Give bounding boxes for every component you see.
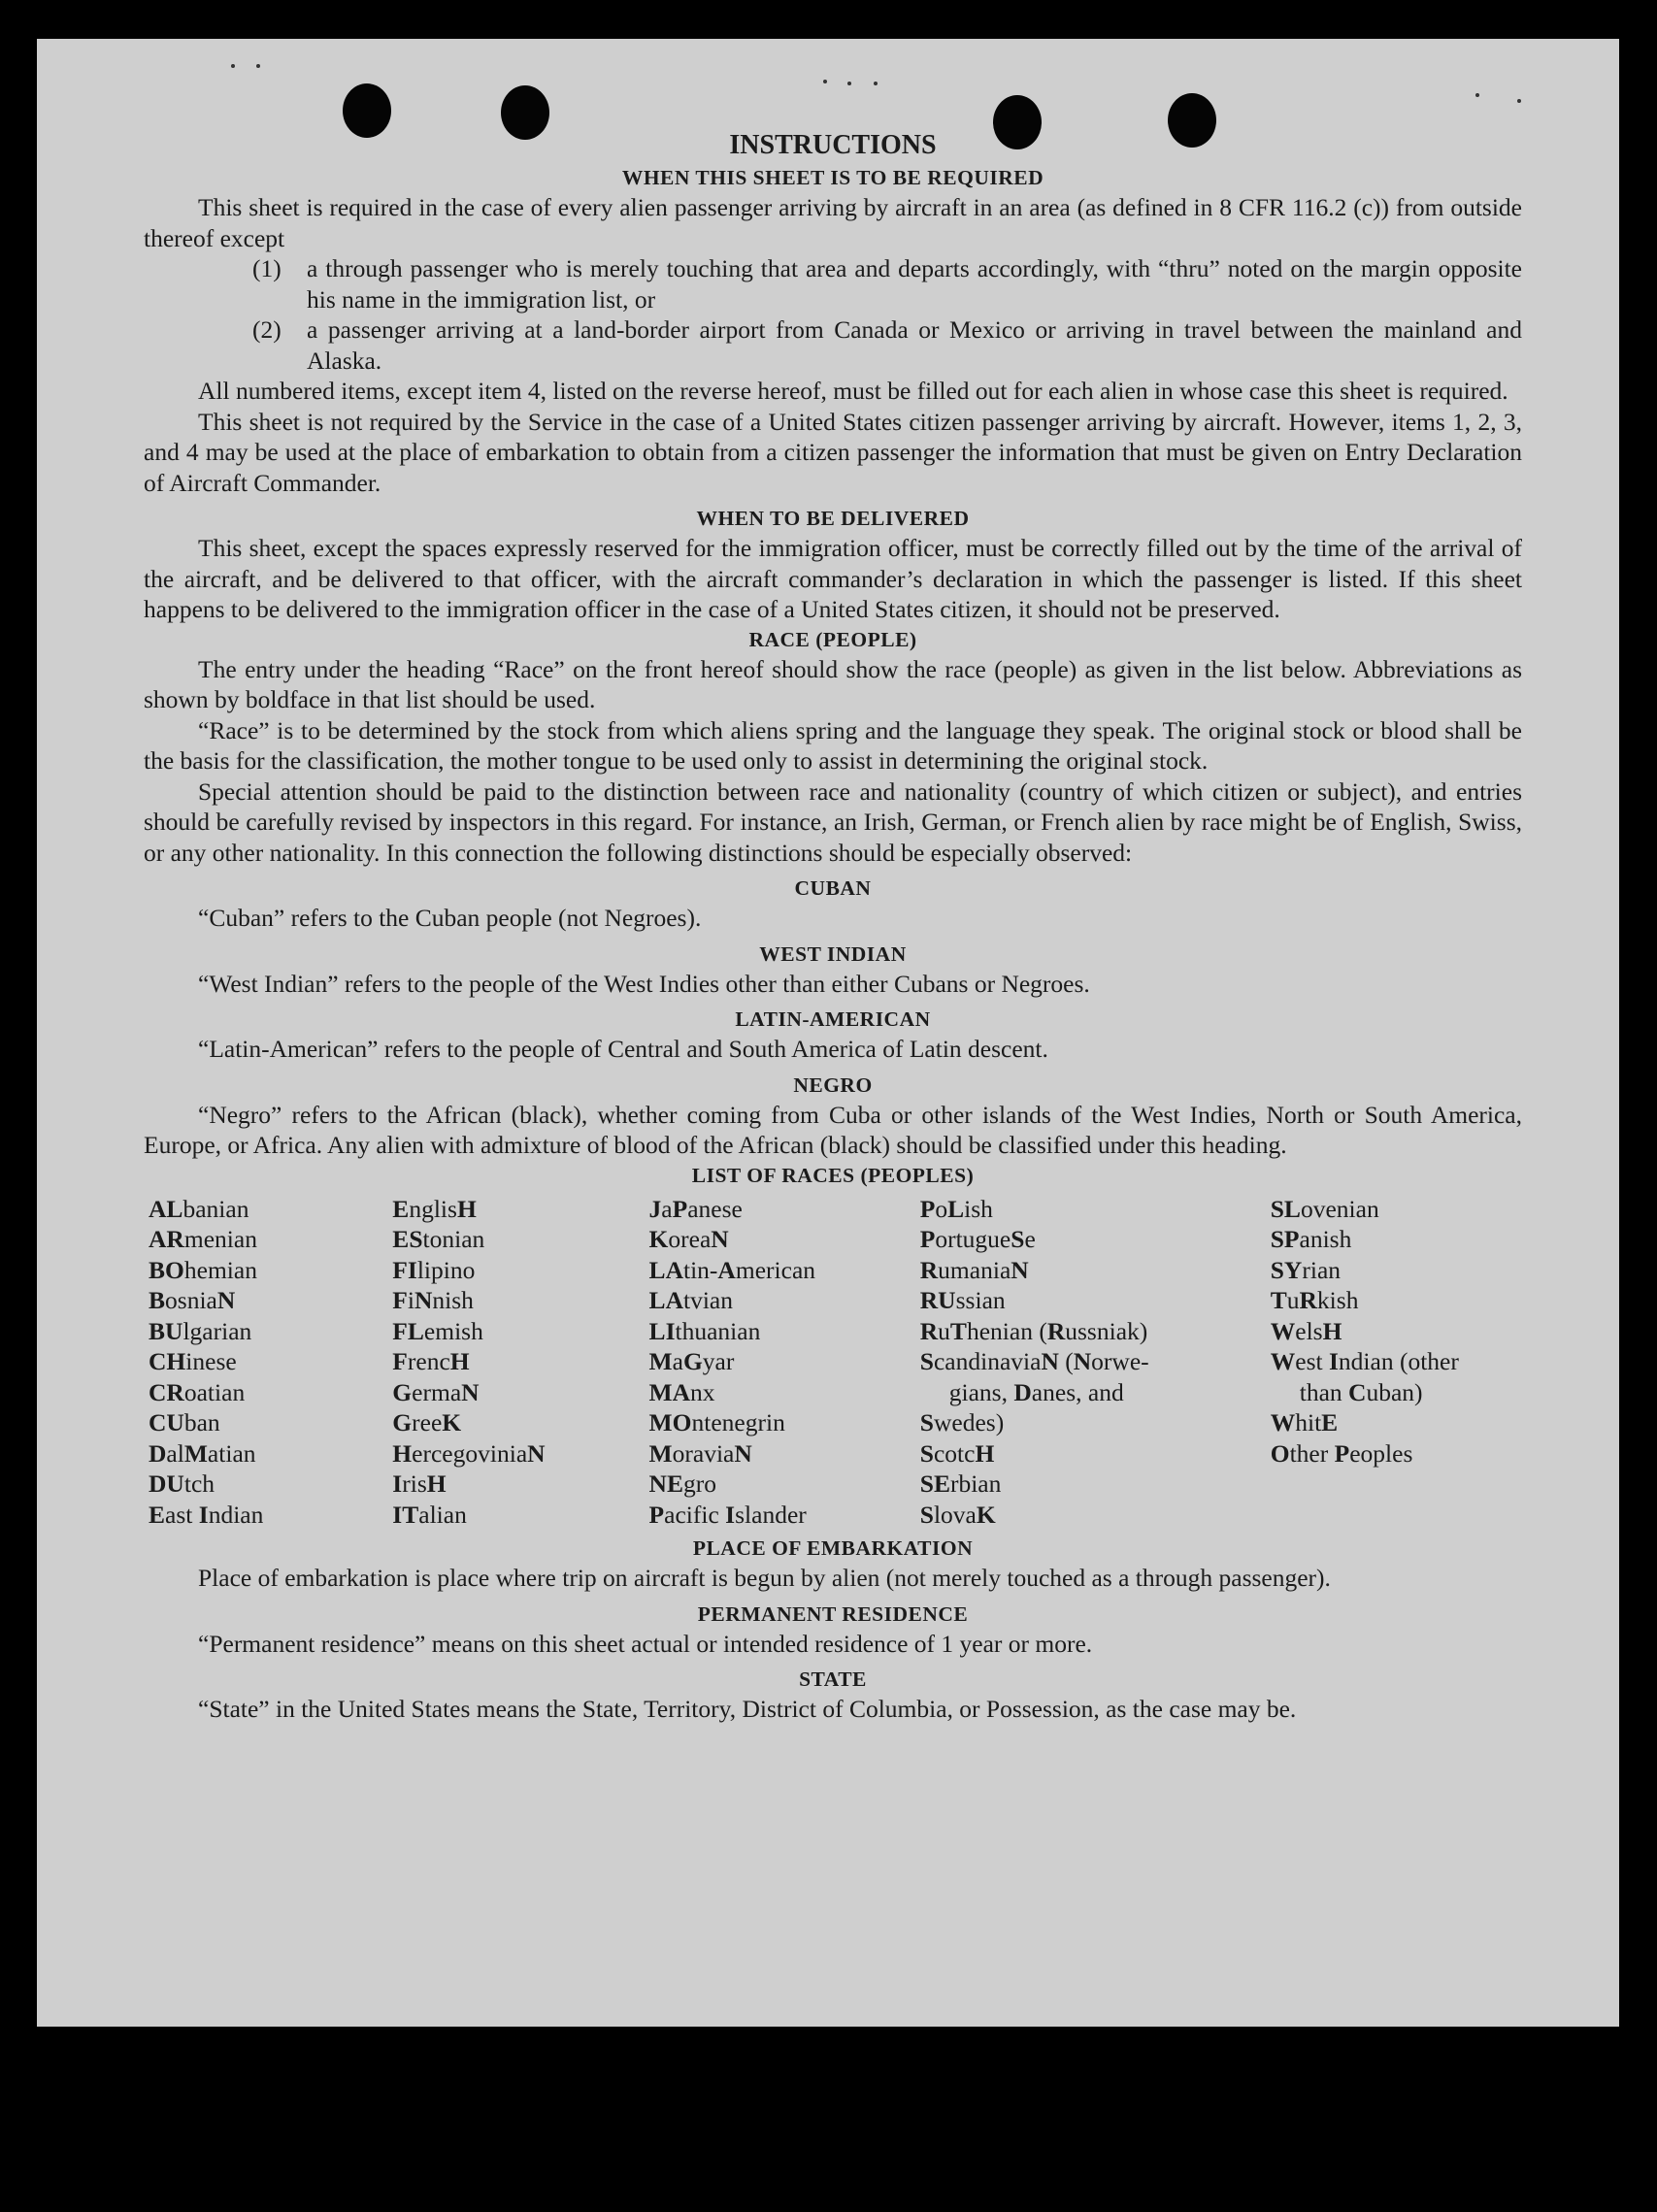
race-column: [149, 1194, 392, 1531]
item-text: a through passenger who is merely touching that area and departs accordingly, with “thru” noted on the margin opposite his name in the immigration list, or: [307, 254, 1522, 314]
paragraph: This sheet is not required by the Service in the case of a United States citizen passenger arriving by aircraft. However, items 1, 2, 3, and 4 may be used at the place of embarkation to obtain from a citizen passenger the information that must be given on Entry Declaration of Aircraft Commander.: [144, 407, 1522, 497]
race-entry: CHinese: [149, 1347, 237, 1375]
race-entry: RumaniaN: [919, 1255, 1029, 1284]
paragraph: “Permanent residence” means on this sheet actual or intended residence of 1 year or more.: [198, 1629, 1093, 1658]
race-column: [392, 1194, 648, 1531]
race-entry: NEgro: [648, 1469, 716, 1498]
speck: [231, 64, 235, 68]
speck: [823, 80, 827, 83]
paragraph: All numbered items, except item 4, listed on the reverse hereof, must be filled out for each alien in whose case this sheet is required.: [198, 377, 1508, 405]
race-entry: DalMatian: [149, 1438, 256, 1468]
paragraph: The entry under the heading “Race” on the front hereof should show the race (people) as given in the list below. Abbreviations as shown by boldface in that list should be used.: [144, 654, 1522, 713]
race-entry: Pacific Islander: [648, 1500, 807, 1529]
heading-negro: NEGRO: [793, 1073, 873, 1097]
race-entry: Other Peoples: [1270, 1438, 1413, 1468]
race-entry: East Indian: [149, 1500, 264, 1529]
heading-west-indian: WEST INDIAN: [759, 941, 907, 966]
item-number: (2): [252, 315, 282, 344]
paragraph: “Cuban” refers to the Cuban people (not Negroes).: [198, 904, 702, 932]
race-entry: SYrian: [1270, 1255, 1342, 1284]
numbered-item: [144, 314, 1522, 376]
race-entry: EStonian: [392, 1225, 485, 1253]
race-entry: ScandinaviaN (Norwe-: [919, 1347, 1149, 1375]
race-entry: SErbian: [919, 1469, 1002, 1498]
item-number: (1): [252, 254, 282, 282]
race-column: [649, 1194, 920, 1531]
race-entry: PoLish: [919, 1194, 993, 1223]
speck: [874, 82, 878, 85]
paragraph: “Negro” refers to the African (black), whether coming from Cuba or other islands of the West Indies, North or South America, Europe, or Africa. Any alien with admixture of blood of the African (black) should be classified under this heading.: [144, 1100, 1522, 1159]
race-entry: BUlgarian: [149, 1316, 252, 1345]
paragraph: “Latin-American” refers to the people of Central and South America of Latin descent.: [198, 1035, 1048, 1063]
heading-when-delivered: WHEN TO BE DELIVERED: [696, 507, 970, 530]
paragraph: Special attention should be paid to the distinction between race and nationality (country of which citizen or subject), and entries should be carefully revised by inspectors in this regard. For instance, an Irish, German, or French alien by race might be of English, Swiss, or any other nationality. In this connection the following distinctions should be especially observed:: [144, 776, 1522, 867]
instructions-content: [144, 128, 1522, 1725]
heading-race: RACE (PEOPLE): [748, 627, 917, 651]
paragraph: This sheet is required in the case of every alien passenger arriving by aircraft in an area (as defined in 8 CFR 116.2 (c)) from outside thereof except: [144, 193, 1522, 252]
speck: [1475, 93, 1479, 97]
race-entry: IrisH: [392, 1469, 447, 1498]
heading-latin-american: LATIN-AMERICAN: [735, 1007, 931, 1031]
paragraph: Place of embarkation is place where trip on aircraft is begun by alien (not merely touched as a through passenger).: [198, 1564, 1331, 1592]
speck: [847, 82, 851, 85]
race-entry: MOntenegrin: [648, 1408, 785, 1436]
race-entry: WelsH: [1270, 1316, 1342, 1345]
race-entry: CUban: [149, 1408, 220, 1436]
race-entry: GermaN: [392, 1377, 480, 1406]
race-entry: West Indian (other: [1270, 1347, 1459, 1375]
race-entry: EnglisH: [392, 1194, 477, 1223]
race-entry: RUssian: [919, 1286, 1006, 1314]
paragraph: This sheet, except the spaces expressly reserved for the immigration officer, must be correctly filled out by the time of the arrival of the aircraft, and be delivered to that officer, with the aircraft commander’s declaration in which the passenger is listed. If this sheet happens to be delivered to the immigration officer in the case of a United States citizen, it should not be preserved.: [144, 534, 1522, 623]
race-entry: TuRkish: [1270, 1286, 1359, 1314]
race-entry: LIthuanian: [648, 1316, 761, 1345]
heading-place-of-embarkation: PLACE OF EMBARKATION: [692, 1536, 974, 1560]
heading-cuban: CUBAN: [794, 876, 872, 900]
race-column: [1271, 1194, 1522, 1531]
race-entry: MAnx: [648, 1377, 715, 1406]
race-entry: RuThenian (Russniak): [919, 1316, 1148, 1345]
paragraph: “State” in the United States means the State, Territory, District of Columbia, or Possession, as the case may be.: [198, 1695, 1297, 1723]
race-entry: PortugueSe: [919, 1225, 1036, 1253]
race-entry: GreeK: [392, 1408, 462, 1436]
race-column: [920, 1194, 1271, 1531]
race-entry: SLovenian: [1270, 1194, 1379, 1223]
speck: [1517, 99, 1521, 103]
race-entry: FrencH: [392, 1347, 470, 1375]
race-entry: DUtch: [149, 1469, 215, 1498]
item-text: a passenger arriving at a land-border airport from Canada or Mexico or arriving in travel between the mainland and Alaska.: [307, 315, 1522, 375]
race-entry: MoraviaN: [648, 1438, 752, 1468]
race-entry: FIlipino: [392, 1255, 476, 1284]
race-entry: BosniaN: [149, 1286, 236, 1314]
race-entry: MaGyar: [648, 1347, 735, 1375]
race-entry: ALbanian: [149, 1194, 249, 1223]
paragraph: “Race” is to be determined by the stock from which aliens spring and the language they speak. The original stock or blood shall be the basis for the classification, the mother tongue to be used only to assist in determining the original stock.: [144, 715, 1522, 775]
numbered-item: [144, 253, 1522, 314]
race-entry: ScotcH: [919, 1438, 995, 1468]
race-entry: BOhemian: [149, 1255, 257, 1284]
page-title: INSTRUCTIONS: [729, 130, 937, 160]
paragraph: “West Indian” refers to the people of the West Indies other than either Cubans or Negroes.: [198, 969, 1090, 998]
race-entry: FLemish: [392, 1316, 483, 1345]
race-entry: gians, Danes, and: [948, 1377, 1124, 1406]
heading-permanent-residence: PERMANENT RESIDENCE: [697, 1601, 969, 1626]
race-entry: JaPanese: [648, 1194, 743, 1223]
race-entry: than Cuban): [1299, 1377, 1423, 1406]
race-list: [149, 1194, 1522, 1531]
race-entry: ARmenian: [149, 1225, 257, 1253]
race-entry: SlovaK: [919, 1500, 996, 1529]
race-entry: ITalian: [392, 1500, 467, 1529]
heading-when-required: WHEN THIS SHEET IS TO BE REQUIRED: [621, 166, 1044, 189]
race-entry: Swedes): [919, 1408, 1005, 1436]
race-entry: LAtin-American: [648, 1255, 816, 1284]
heading-state: STATE: [799, 1667, 867, 1691]
race-entry: HercegoviniaN: [392, 1438, 546, 1468]
race-entry: KoreaN: [648, 1225, 729, 1253]
document-sheet: [37, 39, 1619, 2027]
race-entry: CRoatian: [149, 1377, 246, 1406]
race-entry: WhitE: [1270, 1408, 1339, 1436]
race-entry: SPanish: [1270, 1225, 1352, 1253]
race-entry: LAtvian: [648, 1286, 733, 1314]
race-entry: FiNnish: [392, 1286, 474, 1314]
speck: [256, 64, 260, 68]
heading-list-of-races: LIST OF RACES (PEOPLES): [691, 1163, 975, 1187]
